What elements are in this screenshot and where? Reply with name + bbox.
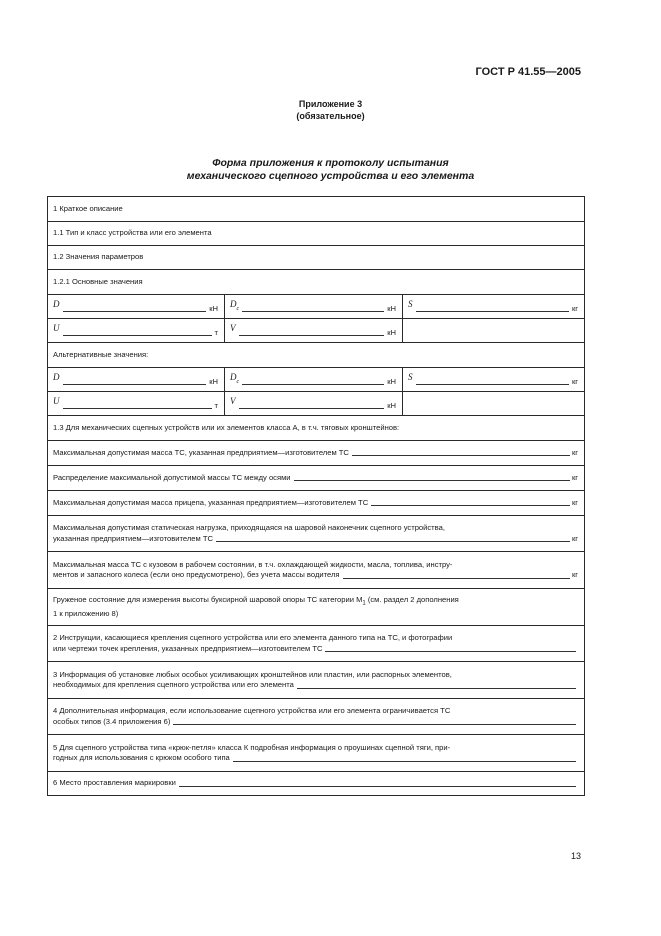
field-alt-s[interactable]: S кг bbox=[403, 368, 585, 392]
row-alternative-values: Альтернативные значения: bbox=[48, 343, 585, 368]
field-d[interactable]: D кН bbox=[48, 295, 225, 319]
empty-cell bbox=[403, 319, 585, 343]
row-marking-location[interactable]: 6 Место проставления маркировки bbox=[48, 772, 585, 796]
row-class-a-devices: 1.3 Для механических сцепных устройств или их элементов класса А, в т.ч. тяговых кронштейнов: bbox=[48, 416, 585, 441]
row-max-trailer-mass[interactable]: Максимальная допустимая масса прицепа, указанная предприятием—изготовителем ТС кг bbox=[48, 491, 585, 516]
row-curb-mass[interactable]: Максимальная масса ТС с кузовом в рабочем состоянии, в т.ч. охлаждающей жидкости, масла, топлива, инстру- ментов и запасного колеса (если оно предусмотрено), без учета массы водителя кг bbox=[48, 552, 585, 589]
row-hook-eye-info[interactable]: 5 Для сцепного устройства типа «крюк-петля» класса К подробная информация о проушинах сцепной тяги, при- годных для использования с крюком особого типа bbox=[48, 735, 585, 772]
annex-heading bbox=[0, 98, 661, 122]
row-type-class: 1.1 Тип и класс устройства или его элемента bbox=[48, 222, 585, 246]
form-title bbox=[0, 157, 661, 183]
row-laden-condition: Груженое состояние для измерения высоты буксирной шаровой опоры ТС категории $М_1$ (см. раздел 2 дополнения 1 к приложению 8) bbox=[48, 589, 585, 626]
field-alt-d[interactable]: D кН bbox=[48, 368, 225, 392]
row-axle-mass-distribution[interactable]: Распределение максимальной допустимой массы ТС между осями кг bbox=[48, 466, 585, 491]
row-additional-info[interactable]: 4 Дополнительная информация, если использование сцепного устройства или его элемента ограничивается ТС особых типов (3.4 приложения 6) bbox=[48, 699, 585, 735]
field-alt-dc[interactable]: $D_c$ кН bbox=[225, 368, 403, 392]
row-brief-description: 1 Краткое описание bbox=[48, 197, 585, 222]
test-report-form bbox=[47, 196, 585, 796]
row-main-values: 1.2.1 Основные значения bbox=[48, 270, 585, 295]
row-reinforcement-info[interactable]: 3 Информация об установке любых особых усиливающих кронштейнов или пластин, или распорных элементов, необходимых для крепления сцепного устройства или его элемента bbox=[48, 662, 585, 699]
row-mounting-instructions[interactable]: 2 Инструкции, касающиеся крепления сцепного устройства или его элемента данного типа на ТС, и фотографии или чертежи точек крепления, указанных предприятием—изготовителем ТС bbox=[48, 626, 585, 662]
field-dc[interactable]: $D_c$ кН bbox=[225, 295, 403, 319]
standard-code: ГОСТ Р 41.55—2005 bbox=[475, 66, 581, 78]
annex-title: Приложение 3 bbox=[298, 99, 363, 109]
field-s[interactable]: S кг bbox=[403, 295, 585, 319]
page-number: 13 bbox=[570, 851, 581, 861]
field-alt-v[interactable]: V кН bbox=[225, 392, 403, 416]
form-title-line-2: механического сцепного устройства и его элемента bbox=[186, 170, 475, 182]
field-v[interactable]: V кН bbox=[225, 319, 403, 343]
row-static-ball-load[interactable]: Максимальная допустимая статическая нагрузка, приходящаяся на шаровой наконечник сцепного устройства, указанная предприятием—изготовителем ТС кг bbox=[48, 516, 585, 552]
annex-status: (обязательное) bbox=[296, 111, 365, 121]
row-max-vehicle-mass[interactable]: Максимальная допустимая масса ТС, указанная предприятием—изготовителем ТС кг bbox=[48, 441, 585, 466]
form-title-line-1: Форма приложения к протоколу испытания bbox=[212, 157, 449, 169]
field-u[interactable]: U т bbox=[48, 319, 225, 343]
row-parameter-values: 1.2 Значения параметров bbox=[48, 246, 585, 270]
field-alt-u[interactable]: U т bbox=[48, 392, 225, 416]
empty-cell bbox=[403, 392, 585, 416]
